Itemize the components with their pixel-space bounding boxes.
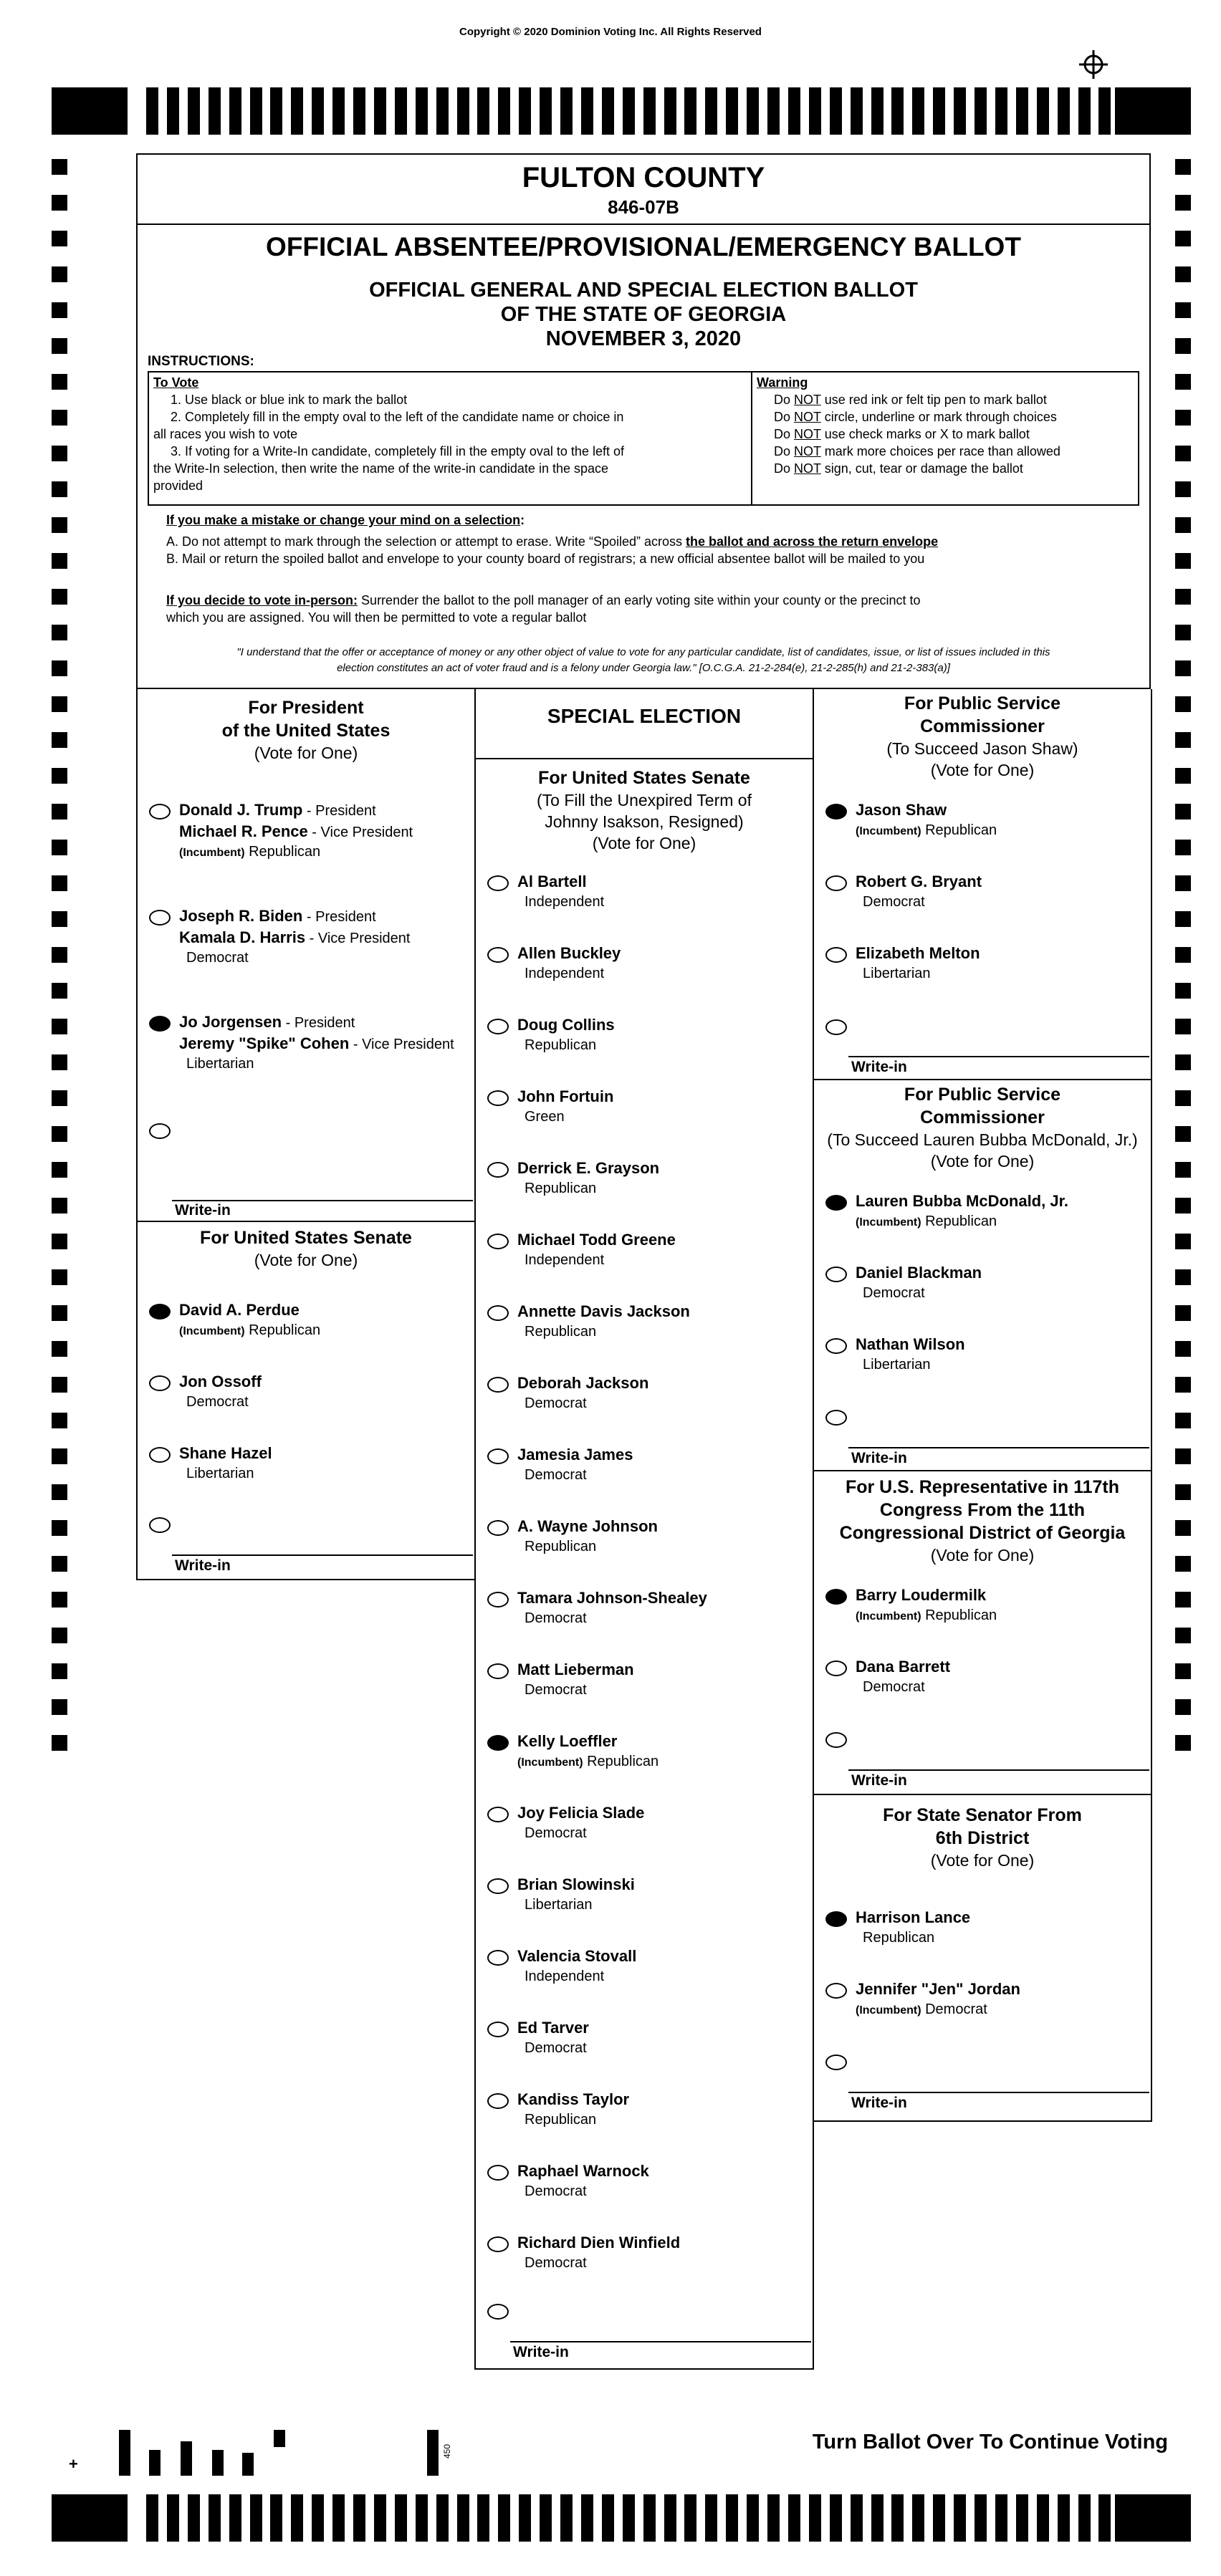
special-senate-write-in-label: Write-in [513,2344,569,2360]
election-date: NOVEMBER 3, 2020 [545,327,742,350]
state-senate-name-jennifer-jen-jordan: Jennifer "Jen" Jordan [856,1980,1020,1998]
president-title-2: of the United States [221,721,391,741]
to-vote-step-3c: provided [153,479,204,493]
psc-mcdonald-vote-for: (Vote for One) [930,1152,1035,1171]
special-senate-name-allen-buckley: Allen Buckley [517,944,621,962]
special-senate-party-al-bartell: Independent [525,894,605,910]
special-senate-party-brian-slowinski: Libertarian [525,1897,593,1913]
in-person-line1: If you decide to vote in-person: Surrender the ballot to the poll manager of an early voting site within your county or the precinct to [166,593,921,607]
special-senate-name-kelly-loeffler: Kelly Loeffler [517,1732,618,1750]
psc-shaw-name-elizabeth-melton: Elizabeth Melton [856,944,980,962]
psc-shaw-name-robert-g-bryant: Robert G. Bryant [856,873,982,890]
us-senate-name-david-a-perdue: David A. Perdue [179,1301,300,1319]
plus-mark: + [69,2455,78,2473]
bottom-timing-bar [52,2494,1191,2542]
president-oval-joseph-r-biden[interactable] [149,910,171,926]
legal-notice: "I understand that the offer or acceptance of money or any other object of value to vote for any particular candidate, list of candidates, issue, or list of issues included in this election constitutes an act of voter fraud and is a felony under Georgia law." [O.C.G.A. 21-2-284(e), 21-2-285(h) and 21-2-383(a)] [236,646,1050,674]
county-header-box [136,153,1151,225]
special-senate-oval-valencia-stovall[interactable] [487,1950,509,1966]
special-senate-name-brian-slowinski: Brian Slowinski [517,1875,635,1893]
in-person-line2: which you are assigned. You will then be permitted to vote a regular ballot [166,610,587,625]
psc-mcdonald-write-in-label: Write-in [851,1450,907,1466]
special-senate-name-tamara-johnson-shealey: Tamara Johnson-Shealey [517,1589,707,1607]
psc-mcdonald-oval-nathan-wilson[interactable] [825,1338,847,1354]
psc-shaw-oval-elizabeth-melton[interactable] [825,947,847,963]
us-senate-party-david-a-perdue: (Incumbent) Republican [179,1322,321,1338]
psc-mcdonald-party-daniel-blackman: Democrat [863,1285,925,1301]
special-senate-name-doug-collins: Doug Collins [517,1016,615,1034]
psc-mcdonald-oval-daniel-blackman[interactable] [825,1267,847,1282]
us-senate-party-jon-ossoff: Democrat [186,1394,249,1410]
to-vote-step-3b: the Write-In selection, then write the name of the write-in candidate in the space [153,461,609,476]
us-senate-oval-jon-ossoff[interactable] [149,1375,171,1391]
special-senate-oval-doug-collins[interactable] [487,1019,509,1034]
mistake-section [166,511,1141,567]
psc-shaw-name-jason-shaw: Jason Shaw [856,801,947,819]
special-senate-party-john-fortuin: Green [525,1109,565,1125]
us-rep-title-3: Congressional District of Georgia [839,1523,1126,1543]
us-senate-oval-david-a-perdue[interactable] [149,1304,171,1320]
special-senate-party-joy-felicia-slade: Democrat [525,1825,587,1841]
psc-shaw-title-2: Commissioner [920,716,1045,736]
us-rep-name-dana-barrett: Dana Barrett [856,1658,951,1676]
special-senate-oval-kandiss-taylor[interactable] [487,2093,509,2109]
state-senate-title-1: For State Senator From [883,1805,1082,1825]
president-name-jo-jorgensen: Jo Jorgensen - President [179,1013,355,1031]
special-senate-party-deborah-jackson: Democrat [525,1395,587,1411]
us-senate-write-in-oval[interactable] [149,1517,171,1533]
psc-mcdonald-title-2: Commissioner [920,1107,1045,1128]
instructions-inner-box [148,371,1139,506]
special-senate-sub-1: (To Fill the Unexpired Term of [537,791,752,809]
special-senate-party-raphael-warnock: Democrat [525,2183,587,2199]
psc-shaw-oval-robert-g-bryant[interactable] [825,875,847,891]
psc-mcdonald-sub: (To Succeed Lauren Bubba McDonald, Jr.) [827,1130,1138,1149]
special-senate-name-ed-tarver: Ed Tarver [517,2019,589,2037]
county-title: FULTON COUNTY [522,162,765,193]
special-senate-race [476,766,813,854]
special-senate-title: For United States Senate [538,768,750,788]
special-senate-name-annette-davis-jackson: Annette Davis Jackson [517,1302,690,1320]
us-rep-party-dana-barrett: Democrat [863,1679,925,1695]
to-vote-section [153,374,748,494]
us-rep-party-barry-loudermilk: (Incumbent) Republican [856,1607,997,1623]
warning-item-4: Do NOT mark more choices per race than allowed [774,444,1060,458]
state-senate-write-in-label: Write-in [851,2095,907,2111]
president-name-joseph-r-biden: Joseph R. Biden - President [179,907,376,925]
president-title-1: For President [248,698,364,718]
election-title-line1: OFFICIAL GENERAL AND SPECIAL ELECTION BALLOT [369,279,918,302]
special-senate-oval-derrick-e-grayson[interactable] [487,1162,509,1178]
us-senate-write-in-label: Write-in [175,1557,231,1574]
special-senate-oval-joy-felicia-slade[interactable] [487,1807,509,1822]
us-rep-title-2: Congress From the 11th [879,1500,1086,1520]
us-senate-party-shane-hazel: Libertarian [186,1466,254,1481]
psc-shaw-sub: (To Succeed Jason Shaw) [886,739,1078,758]
us-senate-race [138,1226,474,1271]
special-senate-oval-jamesia-james[interactable] [487,1448,509,1464]
president-vp-donald-j-trump: Michael R. Pence - Vice President [179,822,413,840]
special-senate-oval-al-bartell[interactable] [487,875,509,891]
special-senate-name-joy-felicia-slade: Joy Felicia Slade [517,1804,645,1822]
special-senate-name-john-fortuin: John Fortuin [517,1087,614,1105]
in-person-section [166,592,1141,626]
psc-mcdonald-title-1: For Public Service [904,1085,1061,1105]
to-vote-step-2b: all races you wish to vote [153,427,298,441]
special-senate-oval-john-fortuin[interactable] [487,1090,509,1106]
special-election-title: SPECIAL ELECTION [547,705,742,727]
president-vote-for: (Vote for One) [254,744,358,762]
president-oval-jo-jorgensen[interactable] [149,1016,171,1032]
president-vp-jo-jorgensen: Jeremy "Spike" Cohen - Vice President [179,1034,454,1052]
warning-item-2: Do NOT circle, underline or mark through choices [774,410,1057,424]
psc-shaw-oval-jason-shaw[interactable] [825,804,847,820]
special-senate-party-valencia-stovall: Independent [525,1969,605,1984]
us-rep-write-in-oval[interactable] [825,1732,847,1748]
special-senate-party-allen-buckley: Independent [525,966,605,981]
state-senate-title-2: 6th District [935,1828,1030,1848]
us-senate-oval-shane-hazel[interactable] [149,1447,171,1463]
special-senate-name-deborah-jackson: Deborah Jackson [517,1374,649,1392]
special-senate-oval-kelly-loeffler[interactable] [487,1735,509,1751]
us-senate-vote-for: (Vote for One) [254,1251,358,1269]
special-senate-name-jamesia-james: Jamesia James [517,1446,633,1464]
president-race [138,696,474,764]
state-senate-write-in-oval[interactable] [825,2054,847,2070]
instructions-label: INSTRUCTIONS: [148,354,254,369]
psc-shaw-race [814,692,1151,781]
special-senate-name-raphael-warnock: Raphael Warnock [517,2162,649,2180]
to-vote-step-3a: 3. If voting for a Write-In candidate, completely fill in the empty oval to the left of [171,444,624,458]
special-senate-oval-brian-slowinski[interactable] [487,1878,509,1894]
registration-crosshair-icon [1078,49,1109,80]
psc-shaw-party-elizabeth-melton: Libertarian [863,966,931,981]
psc-mcdonald-party-lauren-bubba-mcdonald-jr: (Incumbent) Republican [856,1213,997,1229]
special-senate-oval-richard-dien-winfield[interactable] [487,2236,509,2252]
mistake-a: A. Do not attempt to mark through the selection or attempt to erase. Write “Spoiled” across the ballot and across the return envelope [166,534,939,549]
president-write-in-label: Write-in [175,1202,231,1219]
psc-shaw-party-robert-g-bryant: Democrat [863,894,925,910]
special-senate-name-kandiss-taylor: Kandiss Taylor [517,2090,630,2108]
to-vote-heading: To Vote [153,375,199,390]
special-senate-party-annette-davis-jackson: Republican [525,1324,597,1340]
state-senate-party-jennifer-jen-jordan: (Incumbent) Democrat [856,2001,987,2017]
us-rep-oval-dana-barrett[interactable] [825,1661,847,1676]
special-senate-party-tamara-johnson-shealey: Democrat [525,1610,587,1626]
psc-mcdonald-name-lauren-bubba-mcdonald-jr: Lauren Bubba McDonald, Jr. [856,1192,1069,1210]
special-senate-party-derrick-e-grayson: Republican [525,1181,597,1196]
psc-mcdonald-write-in-oval[interactable] [825,1410,847,1426]
special-senate-name-michael-todd-greene: Michael Todd Greene [517,1231,676,1249]
special-senate-party-a-wayne-johnson: Republican [525,1539,597,1554]
us-senate-name-jon-ossoff: Jon Ossoff [179,1373,262,1390]
warning-heading: Warning [757,375,808,390]
election-title-line2: OF THE STATE OF GEORGIA [500,303,787,326]
psc-mcdonald-name-nathan-wilson: Nathan Wilson [856,1335,965,1353]
state-senate-vote-for: (Vote for One) [930,1851,1035,1870]
instructions-box [136,224,1151,689]
us-rep-vote-for: (Vote for One) [930,1546,1035,1565]
warning-item-3: Do NOT use check marks or X to mark ballot [774,427,1030,441]
president-party-joseph-r-biden: Democrat [186,950,249,966]
psc-mcdonald-oval-lauren-bubba-mcdonald-jr[interactable] [825,1195,847,1211]
us-rep-write-in-label: Write-in [851,1772,907,1789]
mistake-b: B. Mail or return the spoiled ballot and envelope to your county board of registrars; a new official absentee ballot will be mailed to you [166,552,925,566]
turn-over-notice: Turn Ballot Over To Continue Voting [812,2431,1168,2454]
psc-shaw-party-jason-shaw: (Incumbent) Republican [856,822,997,838]
president-party-jo-jorgensen: Libertarian [186,1056,254,1072]
mistake-heading: If you make a mistake or change your mind on a selection: [166,513,525,527]
special-senate-name-al-bartell: Al Bartell [517,873,587,890]
us-rep-race [814,1476,1151,1566]
special-senate-party-michael-todd-greene: Independent [525,1252,605,1268]
copyright-notice: Copyright © 2020 Dominion Voting Inc. All Rights Reserved [459,26,762,38]
special-senate-name-valencia-stovall: Valencia Stovall [517,1947,637,1965]
special-senate-write-in-oval[interactable] [487,2304,509,2320]
to-vote-step-2a: 2. Completely fill in the empty oval to the left of the candidate name or choice in [171,410,624,424]
special-senate-oval-allen-buckley[interactable] [487,947,509,963]
warning-section [757,374,1136,477]
psc-shaw-write-in-label: Write-in [851,1059,907,1075]
special-senate-oval-a-wayne-johnson[interactable] [487,1520,509,1536]
special-senate-vote-for: (Vote for One) [592,834,696,852]
special-senate-name-richard-dien-winfield: Richard Dien Winfield [517,2234,681,2251]
state-senate-oval-jennifer-jen-jordan[interactable] [825,1983,847,1999]
us-senate-name-shane-hazel: Shane Hazel [179,1444,272,1462]
ballot-tiny-code: 450 [442,2443,453,2459]
president-write-in-oval[interactable] [149,1123,171,1139]
special-election-header [476,705,813,728]
special-senate-name-matt-lieberman: Matt Lieberman [517,1661,634,1678]
us-senate-title: For United States Senate [200,1228,412,1248]
special-senate-oval-matt-lieberman[interactable] [487,1663,509,1679]
state-senate-oval-harrison-lance[interactable] [825,1911,847,1927]
ballot-code: 846-07B [608,196,679,218]
warning-item-1: Do NOT use red ink or felt tip pen to mark ballot [774,393,1047,407]
special-senate-party-richard-dien-winfield: Democrat [525,2255,587,2271]
psc-shaw-vote-for: (Vote for One) [930,761,1035,779]
president-vp-joseph-r-biden: Kamala D. Harris - Vice President [179,928,411,946]
us-rep-title-1: For U.S. Representative in 117th [845,1477,1120,1497]
special-senate-oval-annette-davis-jackson[interactable] [487,1305,509,1321]
special-senate-sub-2: Johnny Isakson, Resigned) [545,812,744,831]
us-rep-name-barry-loudermilk: Barry Loudermilk [856,1586,987,1604]
special-senate-name-a-wayne-johnson: A. Wayne Johnson [517,1517,658,1535]
special-senate-oval-ed-tarver[interactable] [487,2022,509,2037]
psc-shaw-write-in-oval[interactable] [825,1019,847,1035]
special-senate-party-jamesia-james: Democrat [525,1467,587,1483]
special-senate-oval-michael-todd-greene[interactable] [487,1234,509,1249]
president-name-donald-j-trump: Donald J. Trump - President [179,801,376,819]
us-rep-oval-barry-loudermilk[interactable] [825,1589,847,1605]
special-senate-party-kelly-loeffler: (Incumbent) Republican [517,1754,659,1769]
top-timing-bar [52,87,1191,135]
psc-mcdonald-name-daniel-blackman: Daniel Blackman [856,1264,982,1282]
special-senate-oval-deborah-jackson[interactable] [487,1377,509,1393]
state-senate-race [814,1804,1151,1871]
special-senate-oval-raphael-warnock[interactable] [487,2165,509,2181]
special-senate-name-derrick-e-grayson: Derrick E. Grayson [517,1159,660,1177]
special-senate-party-doug-collins: Republican [525,1037,597,1053]
special-senate-party-ed-tarver: Democrat [525,2040,587,2056]
to-vote-step-1: 1. Use black or blue ink to mark the ballot [171,393,408,407]
president-party-donald-j-trump: (Incumbent) Republican [179,844,321,860]
special-senate-party-matt-lieberman: Democrat [525,1682,587,1698]
psc-mcdonald-party-nathan-wilson: Libertarian [863,1357,931,1373]
psc-shaw-title-1: For Public Service [904,693,1061,713]
special-senate-party-kandiss-taylor: Republican [525,2112,597,2128]
warning-item-5: Do NOT sign, cut, tear or damage the ballot [774,461,1023,476]
president-oval-donald-j-trump[interactable] [149,804,171,820]
special-senate-oval-tamara-johnson-shealey[interactable] [487,1592,509,1607]
ballot-type-title: OFFICIAL ABSENTEE/PROVISIONAL/EMERGENCY BALLOT [266,232,1021,261]
state-senate-name-harrison-lance: Harrison Lance [856,1908,971,1926]
state-senate-party-harrison-lance: Republican [863,1930,935,1946]
psc-mcdonald-race [814,1083,1151,1172]
